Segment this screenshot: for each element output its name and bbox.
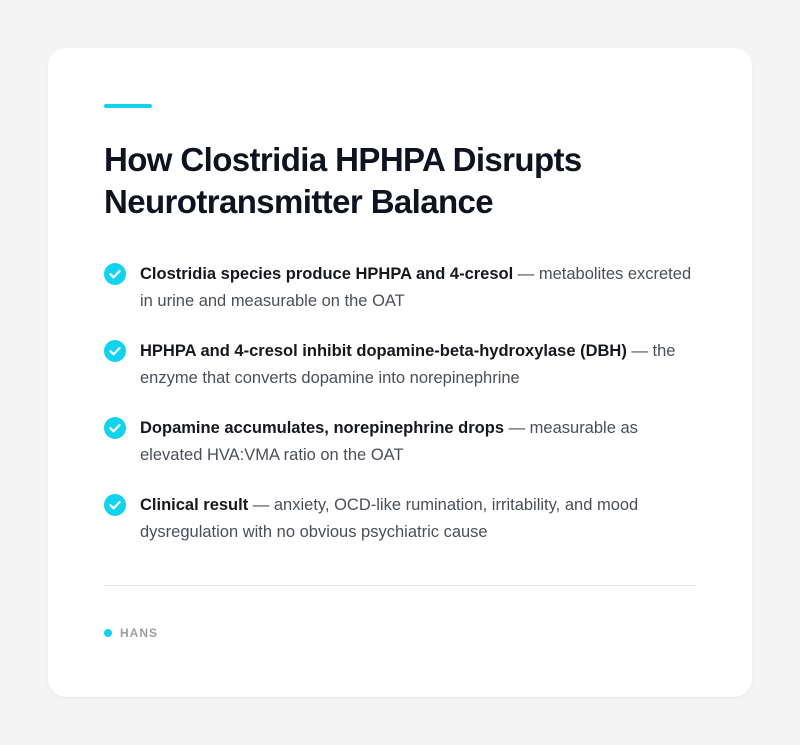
list-item: [104, 492, 696, 546]
item-heading: Clostridia species produce HPHPA and 4-cresol: [140, 265, 514, 283]
footer-label: HANS: [120, 626, 159, 640]
list-item: [104, 261, 696, 315]
list-item: [104, 415, 696, 469]
check-circle-icon: [104, 494, 126, 516]
item-description: — the enzyme that converts dopamine into norepinephrine: [140, 342, 676, 387]
item-description: — metabolites excreted in urine and measurable on the OAT: [140, 265, 692, 310]
check-circle-icon: [104, 340, 126, 362]
list-item: [104, 338, 696, 392]
check-circle-icon: [104, 417, 126, 439]
bullet-list: [104, 261, 696, 569]
dot-icon: [104, 629, 112, 637]
item-heading: Clinical result: [140, 496, 249, 514]
footer: [104, 626, 158, 640]
item-heading: HPHPA and 4-cresol inhibit dopamine-beta-hydroxylase (DBH): [140, 342, 627, 360]
check-circle-icon: [104, 263, 126, 285]
item-description: — anxiety, OCD-like rumination, irritability, and mood dysregulation with no obvious psychiatric cause: [140, 496, 639, 541]
content-card: [48, 48, 752, 697]
accent-bar: [104, 104, 152, 108]
page-title: How Clostridia HPHPA Disrupts Neurotransmitter Balance: [104, 141, 582, 220]
item-description: — measurable as elevated HVA:VMA ratio on the OAT: [140, 419, 638, 464]
item-heading: Dopamine accumulates, norepinephrine drops: [140, 419, 504, 437]
divider: [104, 585, 696, 586]
